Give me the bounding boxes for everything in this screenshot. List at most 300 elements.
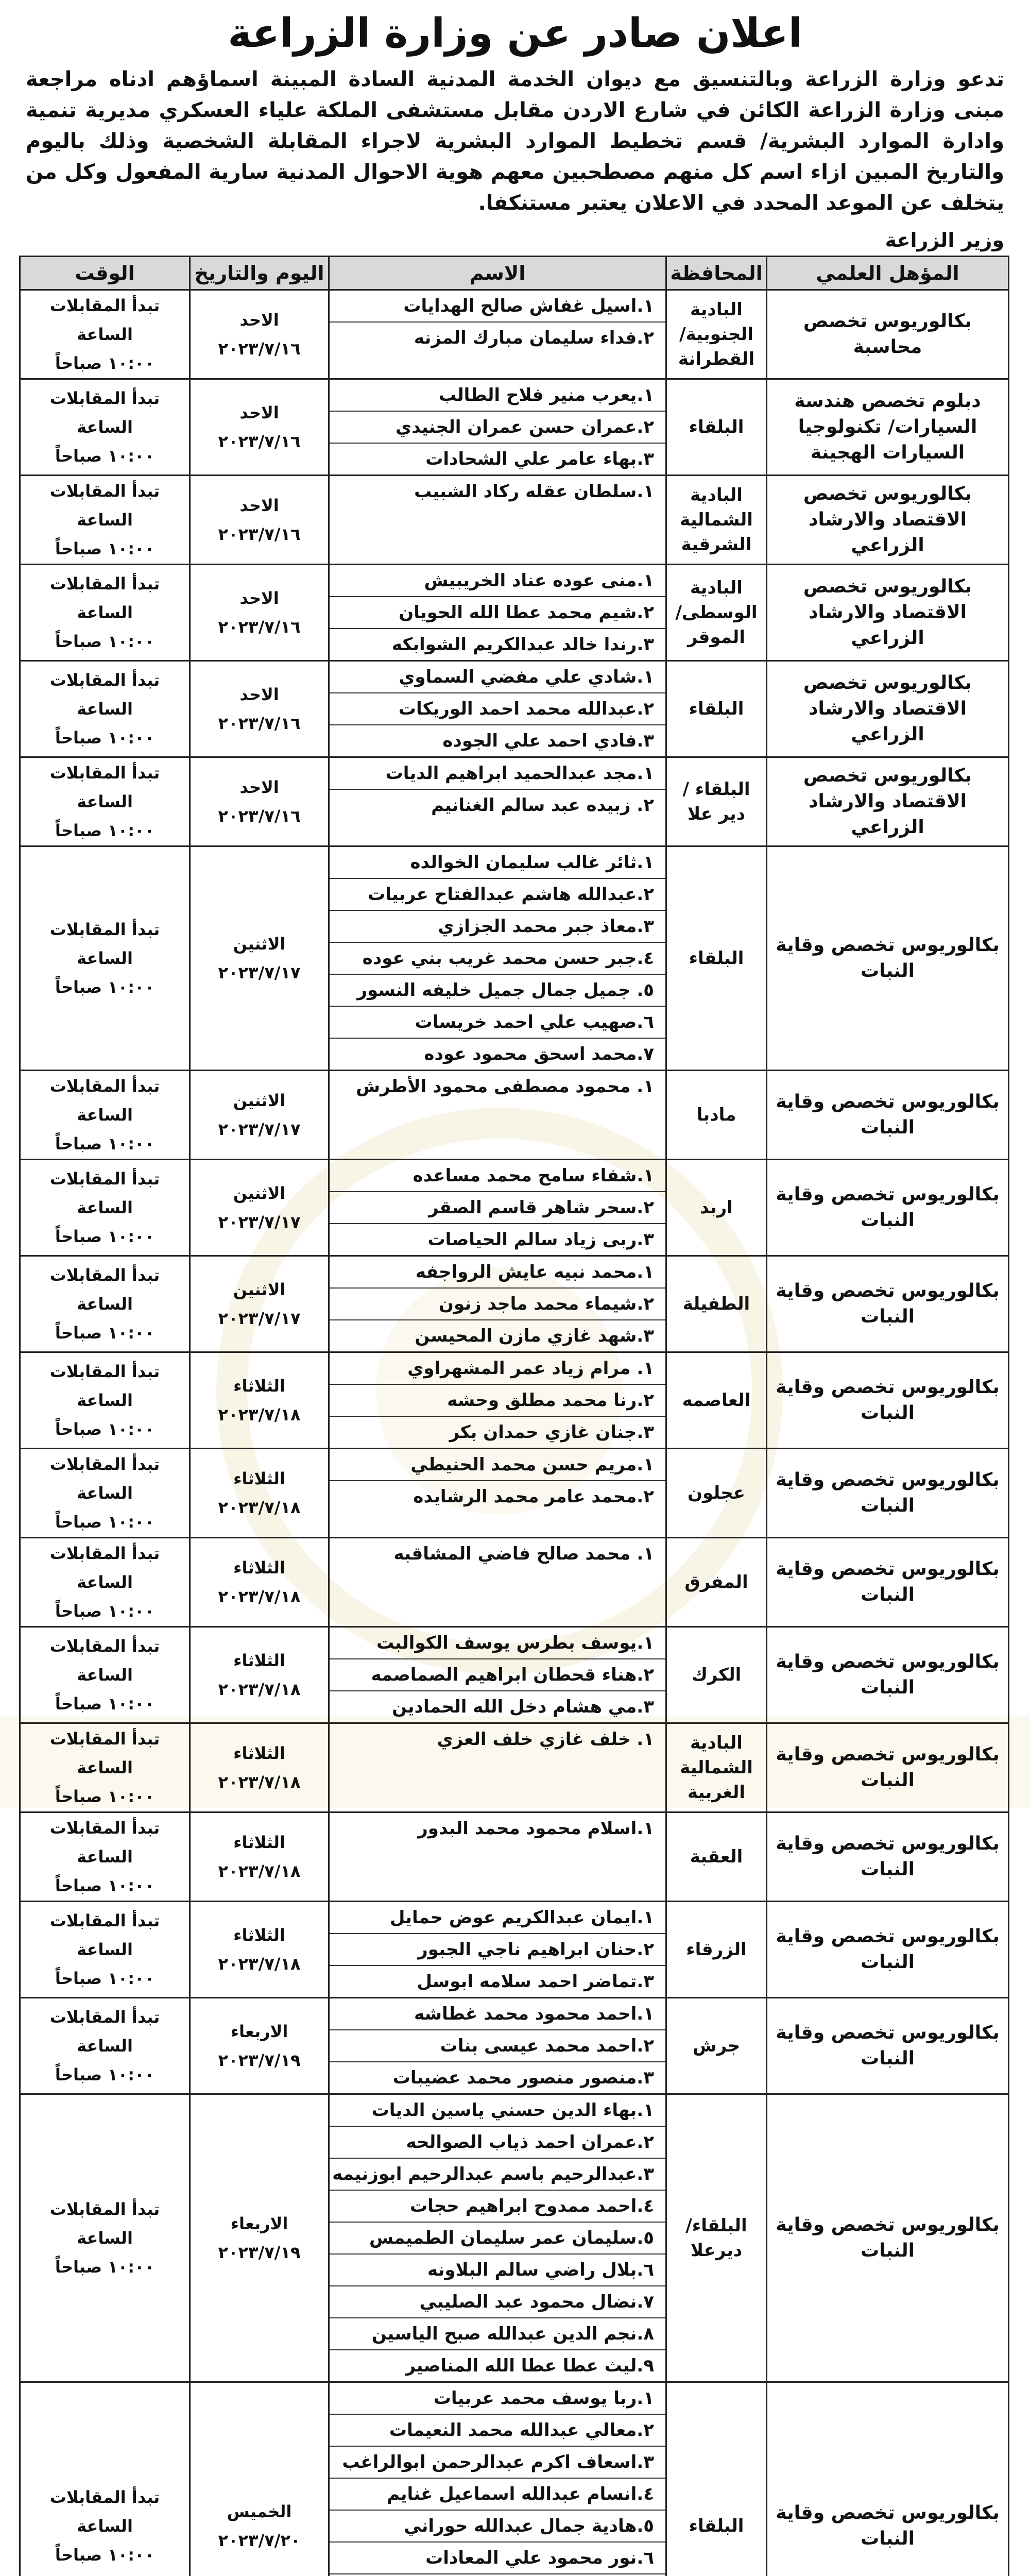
date-cell xyxy=(190,290,329,379)
table-row xyxy=(20,1449,1009,1538)
time-value: ١٠:٠٠ صباحاً xyxy=(55,2257,155,2277)
day-text: الثلاثاء xyxy=(233,1925,285,1945)
qualification-text: بكالوريوس تخصص وقاية النبات xyxy=(776,1833,1000,1880)
date-text: ٢٠٢٣/٧/١٧ xyxy=(218,1309,301,1328)
candidate-name: ٥. جميل جمال جميل خليفه النسور xyxy=(330,975,665,1007)
names-cell xyxy=(329,1627,666,1723)
day-text: الاحد xyxy=(239,310,279,330)
candidate-name: ١.مجد عبدالحميد ابراهيم الديات xyxy=(330,758,665,790)
qualification-cell xyxy=(767,1723,1009,1812)
day-text: الاحد xyxy=(239,496,279,515)
date-cell xyxy=(190,1812,329,1902)
governorate-text: جرش xyxy=(692,2036,741,2056)
day-text: الاثنين xyxy=(233,1091,286,1110)
table-row xyxy=(20,1160,1009,1256)
table-row xyxy=(20,757,1009,846)
date-text: ٢٠٢٣/٧/١٧ xyxy=(218,963,301,982)
table-row xyxy=(20,1812,1009,1902)
date-cell xyxy=(190,1627,329,1723)
qualification-cell xyxy=(767,757,1009,846)
qualification-cell xyxy=(767,1449,1009,1538)
time-label: تبدأ المقابلات الساعة xyxy=(49,1729,160,1777)
candidate-name: ٦.بلال راضي سالم البلاونه xyxy=(330,2255,665,2286)
time-value: ١٠:٠٠ صباحاً xyxy=(55,1601,155,1621)
time-label: تبدأ المقابلات الساعة xyxy=(49,1636,160,1685)
date-text: ٢٠٢٣/٧/١٨ xyxy=(218,1680,301,1699)
candidate-name: ٢.عبدالله هاشم عبدالفتاح عربيات xyxy=(330,879,665,911)
time-value: ١٠:٠٠ صباحاً xyxy=(55,446,155,466)
names-cell xyxy=(329,1998,666,2094)
governorate-cell xyxy=(666,1723,767,1812)
governorate-cell xyxy=(666,2382,767,2576)
qualification-cell xyxy=(767,290,1009,379)
governorate-cell xyxy=(666,290,767,379)
table-row xyxy=(20,290,1009,379)
time-value: ١٠:٠٠ صباحاً xyxy=(55,1512,155,1532)
time-cell xyxy=(20,565,190,661)
governorate-text: العقبة xyxy=(690,1846,743,1867)
date-cell xyxy=(190,1449,329,1538)
time-label: تبدأ المقابلات الساعة xyxy=(49,2487,160,2536)
candidate-name: ١.ربا يوسف محمد عربيات xyxy=(330,2383,665,2415)
candidate-name: ١.احمد محمود محمد غطاشه xyxy=(330,1998,665,2030)
time-value: ١٠:٠٠ صباحاً xyxy=(55,539,155,558)
time-label: تبدأ المقابلات الساعة xyxy=(49,2007,160,2056)
governorate-cell xyxy=(666,1902,767,1998)
time-cell xyxy=(20,1352,190,1449)
table-row xyxy=(20,846,1009,1071)
names-cell xyxy=(329,290,666,379)
table-row xyxy=(20,1256,1009,1352)
qualification-text: بكالوريوس تخصص الاقتصاد والارشاد الزراعي xyxy=(803,576,972,649)
qualification-cell xyxy=(767,476,1009,565)
governorate-text: البادية الجنوبية/القطرانة xyxy=(678,299,755,369)
time-cell xyxy=(20,1723,190,1812)
qualification-text: بكالوريوس تخصص وقاية النبات xyxy=(776,1651,1000,1698)
candidate-name: ٣.فادي احمد علي الجوده xyxy=(442,731,654,751)
governorate-cell xyxy=(666,1160,767,1256)
governorate-cell xyxy=(666,1256,767,1352)
table-row xyxy=(20,1352,1009,1449)
time-cell xyxy=(20,661,190,757)
governorate-text: البلقاء xyxy=(689,699,744,719)
qualification-text: بكالوريوس تخصص الاقتصاد والارشاد الزراعي xyxy=(803,765,972,838)
governorate-text: مادبا xyxy=(696,1105,736,1125)
governorate-cell xyxy=(666,661,767,757)
date-cell xyxy=(190,2094,329,2382)
intro-paragraph: تدعو وزارة الزراعة وبالتنسيق مع ديوان الخدمة المدنية السادة المبينة اسماؤهم ادناه مراجعة مبنى وزارة الزراعة الكائن في شارع الاردن مقابل مستشفى الملكة علياء العسكري مديرية تنمية وادارة الموارد البشرية/ قسم تخطيط الموارد البشرية لاجراء المقابلة الشخصية وذلك باليوم والتاريخ المبين ازاء اسم كل منهم مصطحبين معهم هوية الاحوال المدنية سارية المفعول وكل من يتخلف عن الموعد المحدد في الاعلان يعتبر مستنكفا. xyxy=(26,67,1004,215)
date-text: ٢٠٢٣/٧/١٨ xyxy=(218,1498,301,1517)
names-cell xyxy=(329,2094,666,2382)
day-text: الاثنين xyxy=(233,1280,286,1299)
qualification-cell xyxy=(767,1538,1009,1627)
date-text: ٢٠٢٣/٧/١٦ xyxy=(218,432,301,451)
candidate-name: ٥.هادية جمال عبدالله حوراني xyxy=(330,2511,665,2543)
qualification-text: بكالوريوس تخصص محاسبة xyxy=(803,311,972,358)
header-date: اليوم والتاريخ xyxy=(190,257,329,290)
time-cell xyxy=(20,757,190,846)
governorate-text: البلقاء/ ديرعلا xyxy=(685,2215,747,2261)
header-qualification: المؤهل العلمي xyxy=(767,257,1009,290)
day-text: الاربعاء xyxy=(230,2022,288,2041)
candidate-name: ٦.نور محمود علي المعادات xyxy=(330,2543,665,2574)
qualification-text: بكالوريوس تخصص وقاية النبات xyxy=(776,935,1000,981)
governorate-text: البادية الشمالية الشرقية xyxy=(680,485,753,555)
qualification-cell xyxy=(767,846,1009,1071)
date-cell xyxy=(190,757,329,846)
qualification-text: بكالوريوس تخصص وقاية النبات xyxy=(776,1091,1000,1138)
date-cell xyxy=(190,1352,329,1449)
names-cell xyxy=(329,1352,666,1449)
governorate-cell xyxy=(666,565,767,661)
date-text: ٢٠٢٣/٧/١٨ xyxy=(218,1954,301,1974)
time-value: ١٠:٠٠ صباحاً xyxy=(55,1134,155,1154)
date-cell xyxy=(190,846,329,1071)
day-text: الثلاثاء xyxy=(233,1743,285,1763)
date-cell xyxy=(190,1538,329,1627)
candidate-name: ٦.صهيب علي احمد خريسات xyxy=(330,1007,665,1039)
date-text: ٢٠٢٣/٧/١٦ xyxy=(218,714,301,733)
governorate-text: الطفيلة xyxy=(682,1294,750,1314)
time-cell xyxy=(20,846,190,1071)
qualification-text: بكالوريوس تخصص وقاية النبات xyxy=(776,1558,1000,1605)
day-text: الاحد xyxy=(239,685,279,704)
time-label: تبدأ المقابلات الساعة xyxy=(49,481,160,530)
time-label: تبدأ المقابلات الساعة xyxy=(49,296,160,344)
candidate-name: ٣.عبدالرحيم باسم عبدالرحيم ابوزنيمه xyxy=(330,2159,665,2191)
table-row xyxy=(20,476,1009,565)
date-cell xyxy=(190,476,329,565)
candidate-name: ٢.رنا محمد مطلق وحشه xyxy=(330,1385,665,1417)
signature: وزير الزراعة xyxy=(885,229,1004,251)
time-value: ١٠:٠٠ صباحاً xyxy=(55,2065,155,2084)
page-title: اعلان صادر عن وزارة الزراعة xyxy=(228,10,802,57)
time-value: ١٠:٠٠ صباحاً xyxy=(55,632,155,651)
names-cell xyxy=(329,2382,666,2576)
qualification-text: بكالوريوس تخصص وقاية النبات xyxy=(776,1280,1000,1327)
table-row xyxy=(20,1627,1009,1723)
date-text: ٢٠٢٣/٧/١٦ xyxy=(218,524,301,544)
qualification-cell xyxy=(767,1902,1009,1998)
governorate-text: البلقاء xyxy=(689,948,744,969)
governorate-cell xyxy=(666,1998,767,2094)
governorate-cell xyxy=(666,1449,767,1538)
date-cell xyxy=(190,1256,329,1352)
governorate-text: البلقاء / دير علا xyxy=(682,779,750,824)
governorate-cell xyxy=(666,1538,767,1627)
governorate-cell xyxy=(666,1812,767,1902)
candidate-name: ٤.جبر حسن محمد غريب بني عوده xyxy=(330,943,665,975)
candidate-name: ١.سلطان عقله ركاد الشبيب xyxy=(414,481,654,502)
names-cell xyxy=(329,1723,666,1812)
date-text: ٢٠٢٣/٧/٢٠ xyxy=(218,2531,301,2550)
time-label: تبدأ المقابلات الساعة xyxy=(49,1169,160,1217)
candidate-name: ٢.عمران احمد ذياب الصوالحه xyxy=(330,2127,665,2159)
names-cell xyxy=(329,661,666,757)
qualification-cell xyxy=(767,1352,1009,1449)
time-cell xyxy=(20,1256,190,1352)
candidate-name: ١.مريم حسن محمد الحنيطي xyxy=(330,1449,665,1481)
candidate-name: ٣.بهاء عامر علي الشحادات xyxy=(425,449,654,469)
time-label: تبدأ المقابلات الساعة xyxy=(49,388,160,437)
qualification-text: بكالوريوس تخصص وقاية النبات xyxy=(776,2214,1000,2261)
time-cell xyxy=(20,1812,190,1902)
header-name: الاسم xyxy=(329,257,666,290)
time-label: تبدأ المقابلات الساعة xyxy=(49,574,160,622)
announcement-page xyxy=(21,10,1009,2576)
qualification-text: بكالوريوس تخصص وقاية النبات xyxy=(776,1926,1000,1973)
governorate-text: البادية الوسطى/الموقر xyxy=(675,578,758,648)
candidate-name: ٢. زبيده عبد سالم الغنانيم xyxy=(431,795,654,816)
date-text: ٢٠٢٣/٧/١٨ xyxy=(218,1587,301,1606)
candidate-name: ٧.نضال محمود عبد الصليبي xyxy=(330,2286,665,2318)
candidate-name: ٢.شيماء محمد ماجد زنون xyxy=(330,1289,665,1320)
time-value: ١٠:٠٠ صباحاً xyxy=(55,2545,155,2565)
qualification-cell xyxy=(767,661,1009,757)
date-text: ٢٠٢٣/٧/١٦ xyxy=(218,806,301,826)
candidate-name: ١.منى عوده عناد الخريبيش xyxy=(330,565,665,597)
candidate-name: ٣.جنان غازي حمدان بكر xyxy=(449,1422,654,1443)
governorate-text: البلقاء xyxy=(689,2516,744,2536)
time-value: ١٠:٠٠ صباحاً xyxy=(55,1694,155,1714)
names-cell xyxy=(329,1256,666,1352)
candidate-name: ٢.احمد محمد عيسى بنات xyxy=(330,2030,665,2062)
candidate-name: ٢.فداء سليمان مبارك المزنه xyxy=(414,328,654,348)
table-row xyxy=(20,1723,1009,1812)
qualification-cell xyxy=(767,1627,1009,1723)
names-cell xyxy=(329,1902,666,1998)
candidate-name: ٢.سحر شاهر قاسم الصقر xyxy=(330,1192,665,1224)
qualification-cell xyxy=(767,1256,1009,1352)
candidate-name: ١.يوسف بطرس يوسف الكوالبت xyxy=(330,1628,665,1659)
time-cell xyxy=(20,1538,190,1627)
governorate-text: البلقاء xyxy=(689,417,744,437)
names-cell xyxy=(329,757,666,846)
time-value: ١٠:٠٠ صباحاً xyxy=(55,1227,155,1246)
time-cell xyxy=(20,1627,190,1723)
governorate-cell xyxy=(666,757,767,846)
candidate-name: ٢.هناء قحطان ابراهيم الصماصمه xyxy=(330,1659,665,1691)
day-text: الاحد xyxy=(239,403,279,422)
names-cell xyxy=(329,1449,666,1538)
names-cell xyxy=(329,1160,666,1256)
time-cell xyxy=(20,2094,190,2382)
date-text: ٢٠٢٣/٧/١٧ xyxy=(218,1120,301,1139)
candidate-name: ١. محمود مصطفى محمود الأطرش xyxy=(356,1076,654,1097)
header-governorate: المحافظة xyxy=(666,257,767,290)
governorate-cell xyxy=(666,1352,767,1449)
date-text: ٢٠٢٣/٧/١٩ xyxy=(218,2050,301,2070)
qualification-text: بكالوريوس تخصص الاقتصاد والارشاد الزراعي xyxy=(803,483,972,556)
candidate-name: ٤.احمد ممدوح ابراهيم حجات xyxy=(330,2191,665,2223)
date-cell xyxy=(190,565,329,661)
time-value: ١٠:٠٠ صباحاً xyxy=(55,1876,155,1895)
time-label: تبدأ المقابلات الساعة xyxy=(49,1818,160,1867)
governorate-cell xyxy=(666,2094,767,2382)
governorate-text: المفرق xyxy=(684,1572,748,1592)
day-text: الثلاثاء xyxy=(233,1376,285,1396)
qualification-text: دبلوم تخصص هندسة السيارات/ تكنولوجيا السيارات الهجينة xyxy=(794,391,981,463)
names-cell xyxy=(329,379,666,476)
date-cell xyxy=(190,1998,329,2094)
date-cell xyxy=(190,2382,329,2576)
day-text: الثلاثاء xyxy=(233,1558,285,1578)
qualification-cell xyxy=(767,565,1009,661)
date-text: ٢٠٢٣/٧/١٨ xyxy=(218,1861,301,1881)
qualification-text: بكالوريوس تخصص الاقتصاد والارشاد الزراعي xyxy=(803,672,972,745)
candidate-name: ١.ثائر غالب سليمان الخوالده xyxy=(330,847,665,879)
interview-table xyxy=(19,256,1009,2576)
date-cell xyxy=(190,1071,329,1160)
governorate-cell xyxy=(666,1627,767,1723)
governorate-cell xyxy=(666,476,767,565)
day-text: الثلاثاء xyxy=(233,1469,285,1488)
names-cell xyxy=(329,1538,666,1627)
date-cell xyxy=(190,379,329,476)
candidate-name: ٢.حنان ابراهيم ناجي الجبور xyxy=(330,1934,665,1966)
candidate-name: ١. مرام زياد عمر المشهراوي xyxy=(330,1353,665,1385)
candidate-name: ٩.ليث عطا عطا الله المناصير xyxy=(405,2355,654,2376)
time-label: تبدأ المقابلات الساعة xyxy=(49,670,160,719)
table-row xyxy=(20,379,1009,476)
day-text: الثلاثاء xyxy=(233,1651,285,1670)
candidate-name: ١. محمد صالح فاضي المشاقبه xyxy=(393,1544,654,1564)
candidate-name: ٣.معاذ جبر محمد الجزازي xyxy=(330,911,665,943)
date-text: ٢٠٢٣/٧/١٧ xyxy=(218,1212,301,1232)
governorate-cell xyxy=(666,379,767,476)
governorate-text: البادية الشمالية الغربية xyxy=(680,1733,753,1803)
qualification-text: بكالوريوس تخصص وقاية النبات xyxy=(776,1469,1000,1516)
table-row xyxy=(20,2382,1009,2576)
candidate-name: ٢.معالي عبدالله محمد النعيمات xyxy=(330,2415,665,2447)
time-cell xyxy=(20,2382,190,2576)
date-cell xyxy=(190,1160,329,1256)
qualification-cell xyxy=(767,1812,1009,1902)
names-cell xyxy=(329,476,666,565)
date-cell xyxy=(190,661,329,757)
qualification-cell xyxy=(767,2382,1009,2576)
time-value: ١٠:٠٠ صباحاً xyxy=(55,1969,155,1988)
time-value: ١٠:٠٠ صباحاً xyxy=(55,821,155,840)
time-value: ١٠:٠٠ صباحاً xyxy=(55,1323,155,1343)
time-cell xyxy=(20,290,190,379)
candidate-name: ١.شادي علي مفضي السماوي xyxy=(330,662,665,693)
candidate-name: ٣.مي هشام دخل الله الحمادين xyxy=(392,1697,654,1717)
candidate-name: ٣.رندا خالد عبدالكريم الشوابكه xyxy=(391,634,654,655)
qualification-text: بكالوريوس تخصص وقاية النبات xyxy=(776,1744,1000,1791)
candidate-name: ٣.شهد غازي مازن المحيسن xyxy=(415,1326,654,1346)
table-row xyxy=(20,1902,1009,1998)
day-text: الاربعاء xyxy=(230,2214,288,2233)
candidate-name: ٢.عبدالله محمد احمد الوريكات xyxy=(330,693,665,725)
time-value: ١٠:٠٠ صباحاً xyxy=(55,728,155,748)
time-value: ١٠:٠٠ صباحاً xyxy=(55,977,155,997)
time-cell xyxy=(20,1902,190,1998)
day-text: الاحد xyxy=(239,777,279,797)
table-header-row xyxy=(20,257,1009,290)
time-label: تبدأ المقابلات الساعة xyxy=(49,1076,160,1125)
qualification-cell xyxy=(767,1160,1009,1256)
candidate-name: ٣.اسعاف اكرم عبدالرحمن ابوالراغب xyxy=(330,2447,665,2479)
header-time: الوقت xyxy=(20,257,190,290)
time-label: تبدأ المقابلات الساعة xyxy=(49,2199,160,2248)
candidate-name: ٨.نجم الدين عبدالله صبح الياسين xyxy=(330,2318,665,2350)
qualification-text: بكالوريوس تخصص وقاية النبات xyxy=(776,2022,1000,2069)
table-row xyxy=(20,2094,1009,2382)
candidate-name: ١.اسلام محمود محمد البدور xyxy=(418,1818,654,1839)
governorate-text: عجلون xyxy=(688,1483,745,1503)
candidate-name: ٢.محمد عامر محمد الرشايده xyxy=(413,1486,654,1507)
time-cell xyxy=(20,1998,190,2094)
table-row xyxy=(20,1071,1009,1160)
time-value: ١٠:٠٠ صباحاً xyxy=(55,1419,155,1439)
candidate-name: ٢.شيم محمد عطا الله الحويان xyxy=(330,597,665,629)
qualification-text: بكالوريوس تخصص وقاية النبات xyxy=(776,1377,1000,1423)
date-text: ٢٠٢٣/٧/١٨ xyxy=(218,1405,301,1425)
candidate-name: ٤.انسام عبدالله اسماعيل غنايم xyxy=(330,2479,665,2511)
time-cell xyxy=(20,1160,190,1256)
governorate-cell xyxy=(666,1071,767,1160)
time-label: تبدأ المقابلات الساعة xyxy=(49,1265,160,1314)
candidate-name: ١.شفاء سامح محمد مساعده xyxy=(330,1160,665,1192)
time-cell xyxy=(20,476,190,565)
candidate-name: ١.اسيل غفاش صالح الهدايات xyxy=(330,291,665,323)
candidate-name: ١.بهاء الدين حسني ياسين الديات xyxy=(330,2095,665,2127)
time-cell xyxy=(20,1071,190,1160)
candidate-name: ٧.محمد اسحق محمود عوده xyxy=(424,1044,654,1064)
names-cell xyxy=(329,846,666,1071)
time-cell xyxy=(20,1449,190,1538)
governorate-text: الكرك xyxy=(691,1665,742,1685)
candidate-name: ٣.تماضر احمد سلامه ابوسل xyxy=(417,1971,654,1992)
names-cell xyxy=(329,565,666,661)
table-row xyxy=(20,565,1009,661)
time-label: تبدأ المقابلات الساعة xyxy=(49,1362,160,1410)
candidate-name: ٣.منصور منصور محمد عضيبات xyxy=(392,2067,654,2088)
day-text: الخميس xyxy=(227,2502,292,2521)
candidate-name: ١.يعرب منير فلاح الطالب xyxy=(330,380,665,412)
names-cell xyxy=(329,1812,666,1902)
governorate-text: العاصمه xyxy=(682,1390,751,1411)
candidate-name: ١.محمد نبيه عايش الرواجفه xyxy=(330,1257,665,1289)
time-label: تبدأ المقابلات الساعة xyxy=(49,763,160,811)
date-text: ٢٠٢٣/٧/١٨ xyxy=(218,1772,301,1792)
governorate-text: اربد xyxy=(700,1197,733,1218)
candidate-name: ١.ايمان عبدالكريم عوض حمايل xyxy=(330,1902,665,1934)
day-text: الاثنين xyxy=(233,934,286,954)
day-text: الاثنين xyxy=(233,1183,286,1203)
qualification-text: بكالوريوس تخصص وقاية النبات xyxy=(776,1184,1000,1231)
time-label: تبدأ المقابلات الساعة xyxy=(49,1454,160,1503)
candidate-name: ٥.سليمان عمر سليمان الطميمس xyxy=(330,2223,665,2255)
date-cell xyxy=(190,1902,329,1998)
qualification-cell xyxy=(767,1071,1009,1160)
qualification-text: بكالوريوس تخصص وقاية النبات xyxy=(776,2502,1000,2549)
time-value: ١٠:٠٠ صباحاً xyxy=(55,353,155,373)
day-text: الاحد xyxy=(239,588,279,608)
candidate-name: ٢.عمران حسن عمران الجنيدي xyxy=(330,412,665,444)
qualification-cell xyxy=(767,1998,1009,2094)
candidate-name: ٣.ربى زياد سالم الحياصات xyxy=(427,1229,654,1250)
date-text: ٢٠٢٣/٧/١٩ xyxy=(218,2243,301,2262)
governorate-cell xyxy=(666,846,767,1071)
time-label: تبدأ المقابلات الساعة xyxy=(49,1544,160,1592)
date-text: ٢٠٢٣/٧/١٦ xyxy=(218,617,301,637)
date-cell xyxy=(190,1723,329,1812)
names-cell xyxy=(329,1071,666,1160)
table-row xyxy=(20,1538,1009,1627)
table-row xyxy=(20,1998,1009,2094)
